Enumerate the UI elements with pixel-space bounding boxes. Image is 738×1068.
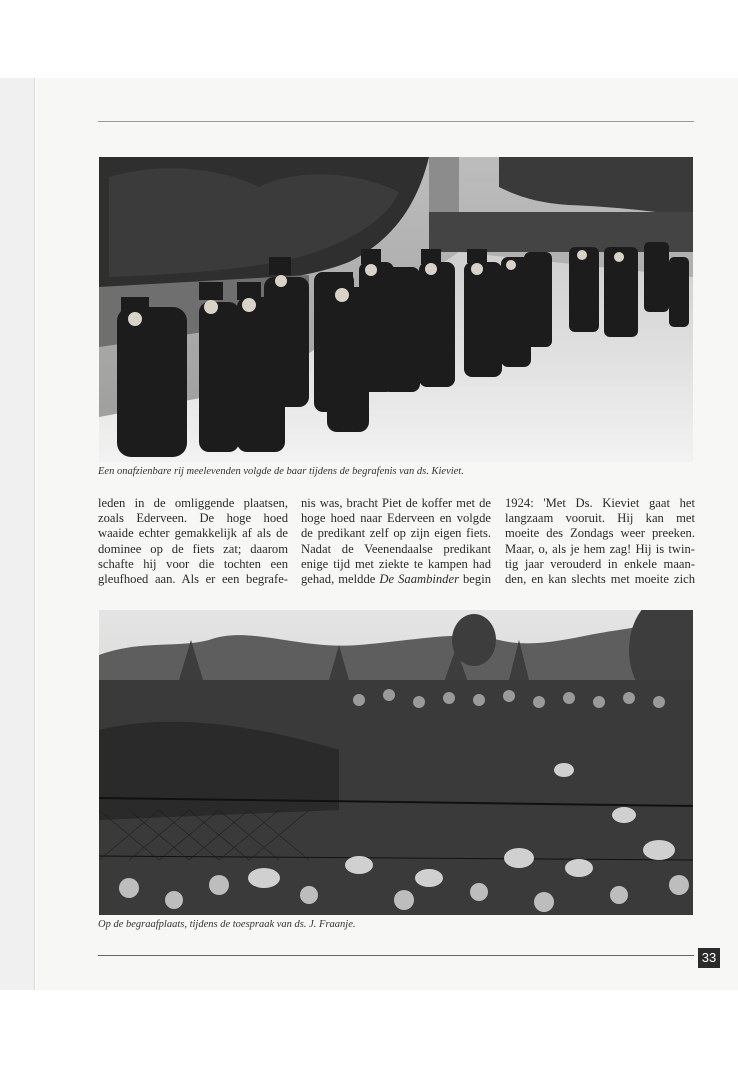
text-column-3	[505, 496, 695, 587]
text-line: Nadat de Veenendaalse predikant	[301, 541, 491, 556]
procession-photo-caption: Een onafzienbare rij meelevenden volgde de baar tijdens de begrafenis van ds. Kieviet.	[98, 466, 464, 477]
text-line: leden in de omliggende plaatsen,	[98, 496, 288, 510]
facing-page-edge	[0, 78, 35, 990]
text-line: de predikant zelf op zijn eigen fiets.	[301, 526, 491, 541]
text-line: waaide echter gemakkelijk af als de	[98, 526, 288, 541]
text-line: den, en kan slechts met moeite zich	[505, 572, 695, 587]
text-line: hoge hoed naar Ederveen en volgde	[301, 511, 491, 526]
text-line: tig jaar verouderd in enkele maan-	[505, 556, 695, 571]
text-column-2	[301, 496, 491, 587]
text-line: Maar, o, als je hem zag! Hij is twin-	[505, 541, 695, 556]
procession-photo	[99, 157, 693, 462]
text-line: gehad, meldde De Saambinder begin	[301, 572, 491, 587]
cemetery-crowd-photo	[99, 610, 693, 915]
text-line: dominee op de fiets zat; daarom	[98, 541, 288, 556]
cemetery-photo-caption: Op de begraafplaats, tijdens de toespraak van ds. J. Fraanje.	[98, 919, 356, 930]
top-rule	[98, 121, 694, 122]
text-line: enige tijd met ziekte te kampen had	[301, 556, 491, 571]
text-line: zoals Ederveen. De hoge hoed	[98, 511, 288, 526]
text-line: langzaam vooruit. Hij kan met	[505, 511, 695, 526]
text-line: 1924: 'Met Ds. Kieviet gaat het	[505, 496, 695, 510]
text-line: schafte hij voor die tochten een	[98, 556, 288, 571]
text-line: moeite des Zondags weer preeken.	[505, 526, 695, 541]
text-column-1	[98, 496, 288, 587]
text-line: gleufhoed aan. Als er een begrafe-	[98, 572, 288, 587]
bottom-rule	[98, 955, 694, 956]
text-line: nis was, bracht Piet de koffer met de	[301, 496, 491, 510]
page-number: 33	[698, 948, 720, 968]
